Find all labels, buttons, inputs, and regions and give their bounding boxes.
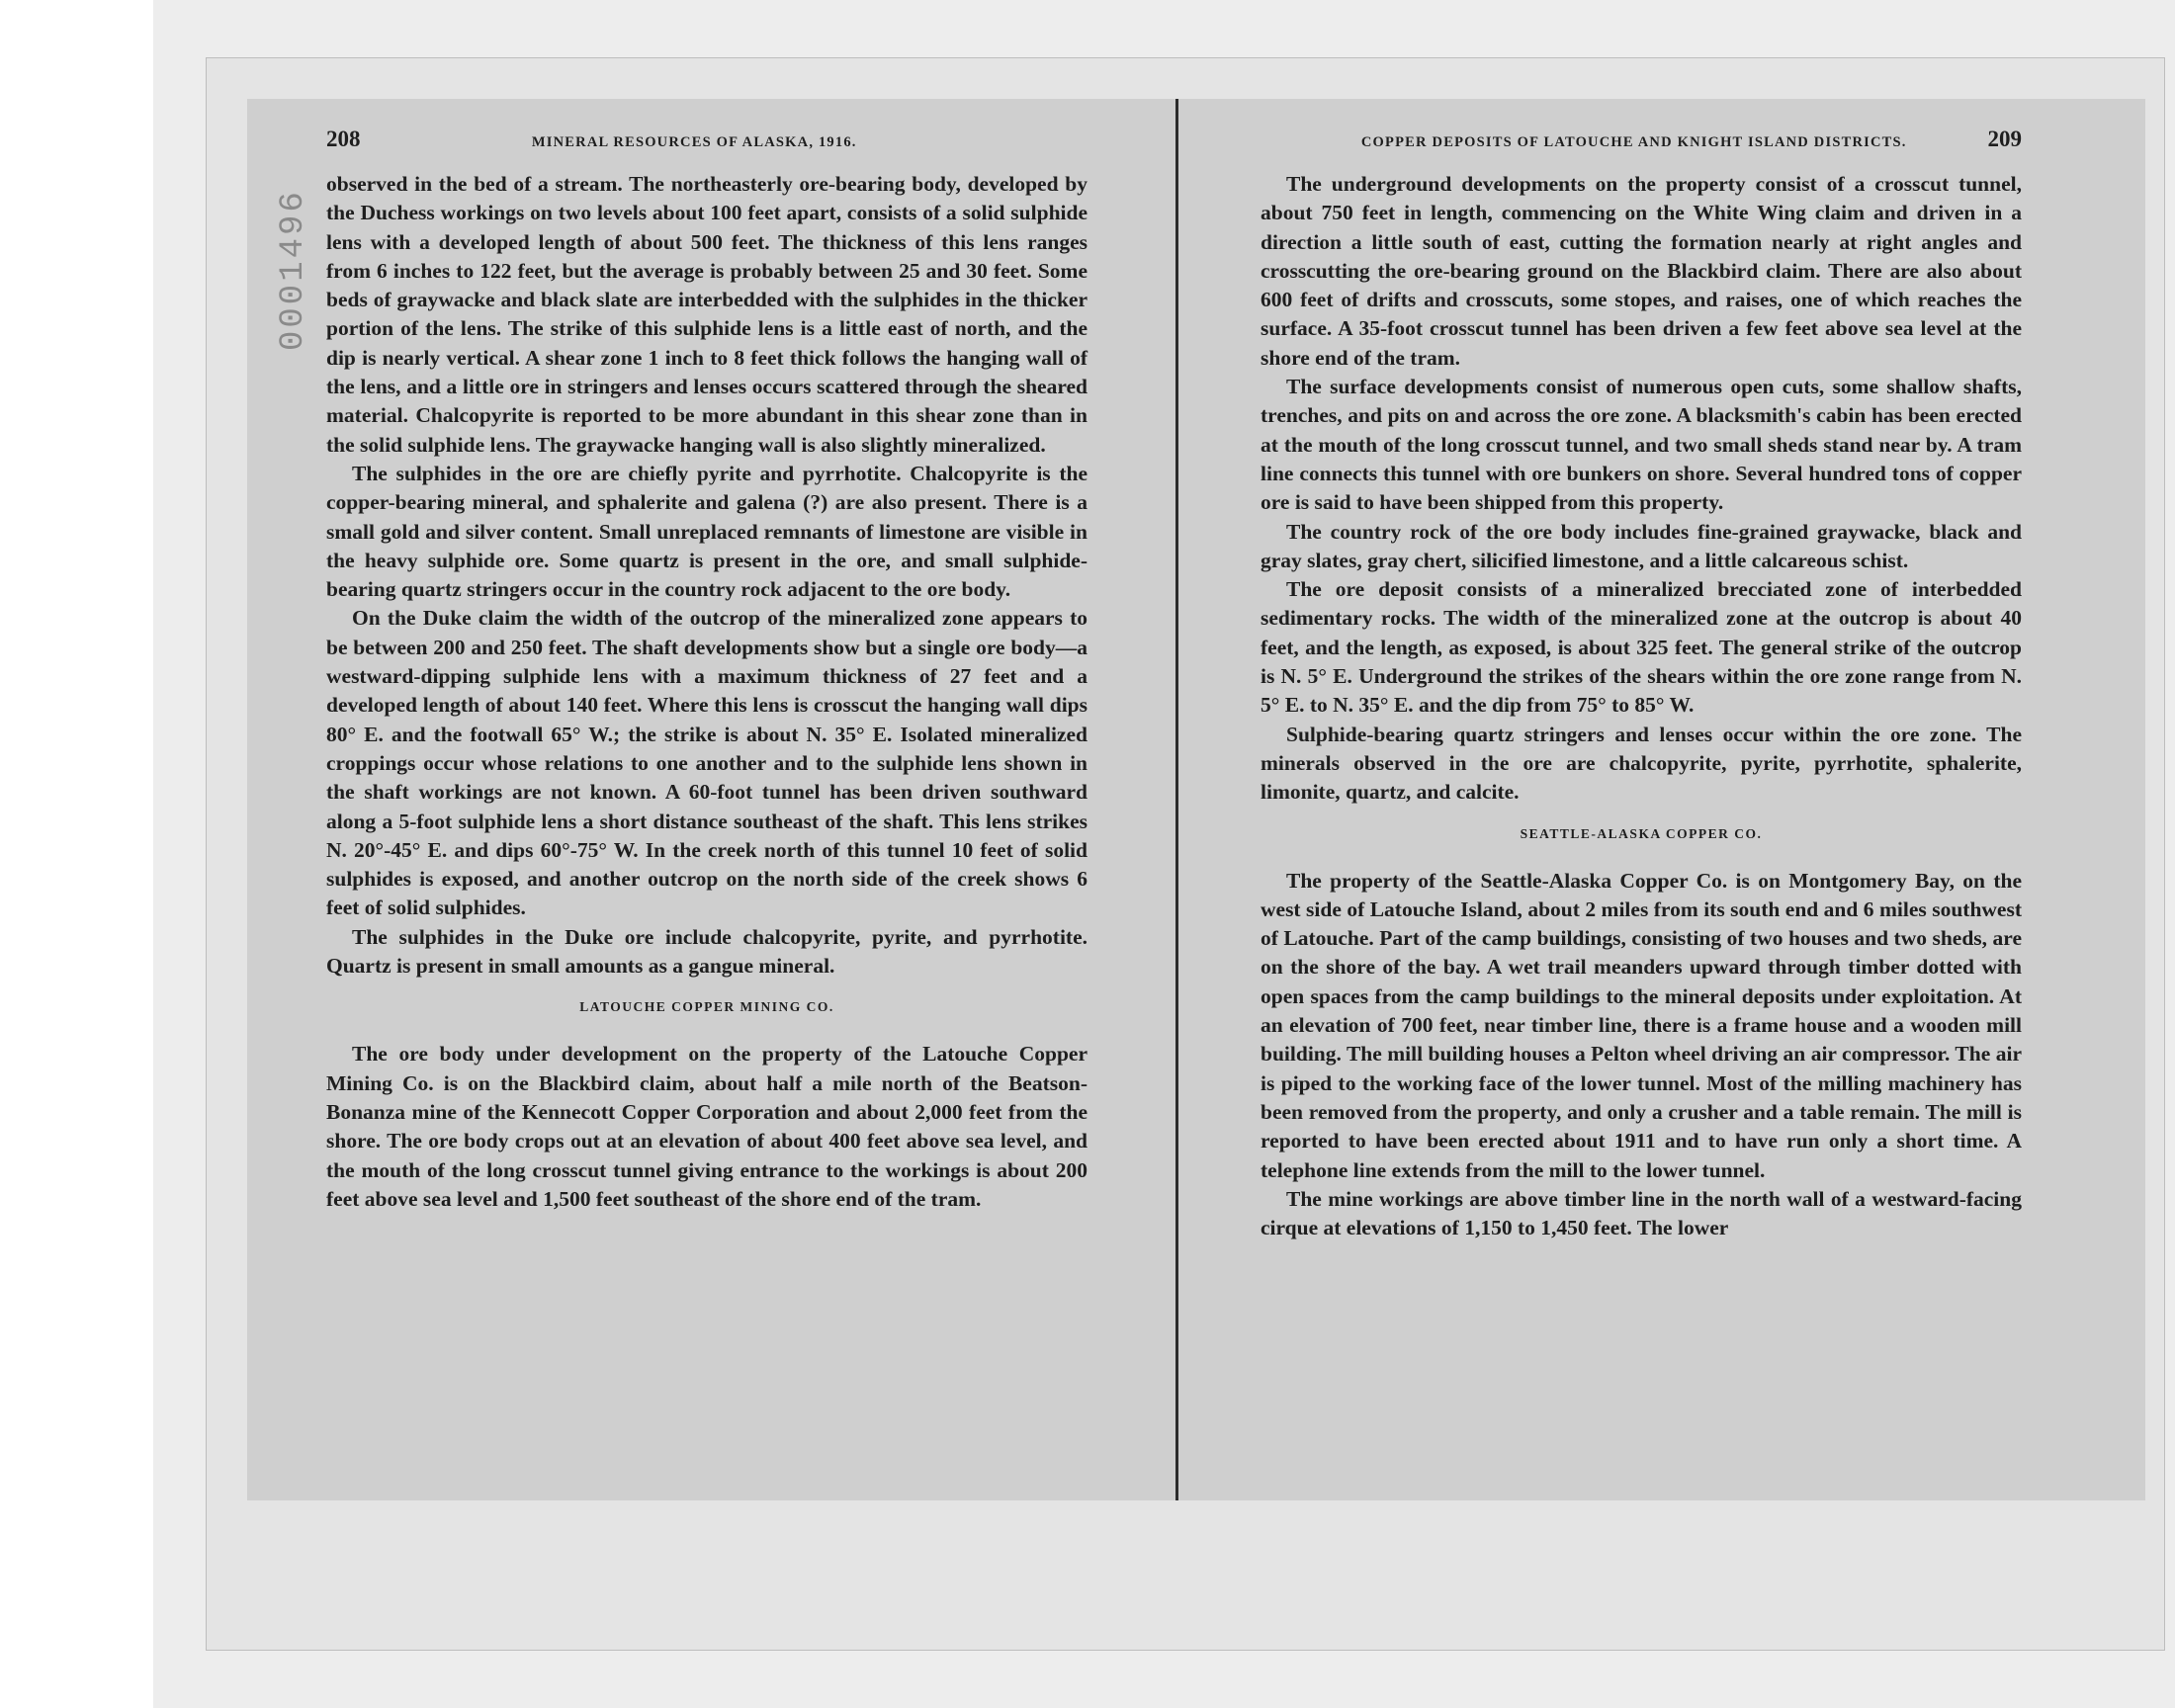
page-number: 209 — [1987, 127, 2022, 151]
left-running-head — [326, 127, 1088, 170]
paragraph: observed in the bed of a stream. The northeasterly ore-bearing body, developed by the Duchess workings on two levels about 100 feet apart, consists of a solid sulphide lens with a developed length of about 500 feet. The thickness of this lens ranges from 6 inches to 122 feet, but the average is probably between 25 and 30 feet. Some beds of graywacke and black slate are interbedded with the sulphides in the thicker portion of the lens. The strike of this sulphide lens is a little east of north, and the dip is nearly vertical. A shear zone 1 inch to 8 feet thick follows the hanging wall of the lens, and a little ore in stringers and lenses occurs scattered through the sheared material. Chalcopyrite is reported to be more abundant in this shear zone than in the solid sulphide lens. The graywacke hanging wall is also slightly mineralized. — [326, 172, 1088, 457]
left-page — [326, 127, 1088, 1214]
paragraph: The ore body under development on the property of the Latouche Copper Mining Co. is on the Blackbird claim, about half a mile north of the Beatson-Bonanza mine of the Kennecott Copper Corporation and about 2,000 feet from the shore. The ore body crops out at an elevation of about 400 feet above sea level, and the mouth of the long crosscut tunnel giving entrance to the workings is about 200 feet above sea level and 1,500 feet southeast of the shore end of the tram. — [326, 1042, 1088, 1211]
paragraph: The sulphides in the Duke ore include chalcopyrite, pyrite, and pyrrhotite. Quartz is present in small amounts as a gangue mineral. — [326, 924, 1088, 979]
right-page — [1261, 127, 2022, 1242]
margin-stamp-number: 0001496 — [275, 189, 312, 351]
margin-stamp-fragment — [279, 1068, 308, 1127]
paragraph: The property of the Seattle-Alaska Copper Co. is on Montgomery Bay, on the west side of Latouche Island, about 2 miles from its south end and 6 miles southwest of Latouche. Part of the camp buildings, consisting of two houses and two sheds, are on the shore of the bay. A wet trail meanders upward through timber dotted with open spaces from the camp buildings to the mineral deposits under exploitation. At an elevation of 700 feet, near timber line, there is a frame house and a wooden mill building. The mill building houses a Pelton wheel driving an air compressor. The air is piped to the working face of the lower tunnel. Most of the milling machinery has been removed from the property, and only a crusher and a table remain. The mill is reported to have been erected about 1911 and to have run only a short time. A telephone line extends from the mill to the lower tunnel. — [1261, 868, 2022, 1182]
paragraph: The sulphides in the ore are chiefly pyrite and pyrrhotite. Chalcopyrite is the copper-bearing mineral, and sphalerite and galena (?) are also present. There is a small gold and silver content. Small unreplaced remnants of limestone are visible in the heavy sulphide ore. Some quartz is present in the ore, and small sulphide-bearing quartz stringers occur in the country rock adjacent to the ore body. — [326, 461, 1088, 602]
page-gutter-divider — [1175, 99, 1178, 1500]
section-heading: LATOUCHE COPPER MINING CO. — [579, 999, 834, 1015]
left-body-text — [326, 170, 1088, 1214]
paragraph: Sulphide-bearing quartz stringers and lenses occur within the ore zone. The minerals observed in the ore are chalcopyrite, pyrite, pyrrhotite, sphalerite, limonite, quartz, and calcite. — [1261, 722, 2022, 805]
right-body-text — [1261, 170, 2022, 1242]
paragraph: On the Duke claim the width of the outcrop of the mineralized zone appears to be between 200 and 250 feet. The shaft developments show but a single ore body—a westward-dipping sulphide lens with a maximum thickness of 27 feet and a developed length of about 140 feet. Where this lens is crosscut the hanging wall dips 80° E. and the footwall 65° W.; the strike is about N. 35° E. Isolated mineralized croppings occur whose relations to one another and to the sulphide lens shown in the shaft workings are not known. A 60-foot tunnel has been driven southward along a 5-foot sulphide lens a short distance southeast of the shaft. This lens strikes N. 20°-45° E. and dips 60°-75° W. In the creek north of this tunnel 10 feet of solid sulphides is exposed, and another outcrop on the north side of the creek shows 6 feet of solid sulphides. — [326, 606, 1088, 920]
paragraph: The mine workings are above timber line in the north wall of a westward-facing cirque at elevations of 1,150 to 1,450 feet. The lower — [1261, 1186, 2022, 1240]
paragraph: The ore deposit consists of a mineralized brecciated zone of interbedded sedimentary rocks. The width of the mineralized zone at the outcrop is about 40 feet, and the length, as exposed, is about 325 feet. The general strike of the outcrop is N. 5° E. Underground the strikes of the shears within the ore zone range from N. 5° E. to N. 35° E. and the dip from 75° to 85° W. — [1261, 577, 2022, 718]
right-running-head — [1261, 127, 2022, 170]
section-heading: SEATTLE-ALASKA COPPER CO. — [1520, 825, 1763, 841]
paragraph: The surface developments consist of numerous open cuts, some shallow shafts, trenches, and pits on and across the ore zone. A blacksmith's cabin has been erected at the mouth of the long crosscut tunnel, and two small sheds stand near by. A tram line connects this tunnel with ore bunkers on shore. Several hundred tons of copper ore is said to have been shipped from this property. — [1261, 375, 2022, 515]
paragraph: The underground developments on the property consist of a crosscut tunnel, about 750 feet in length, commencing on the White Wing claim and driven in a direction a little south of east, cutting the formation nearly at right angles and crosscutting the ore-bearing ground on the Blackbird claim. There are also about 600 feet of drifts and crosscuts, some stopes, and raises, one of which reaches the surface. A 35-foot crosscut tunnel has been driven a few feet above sea level at the shore end of the tram. — [1261, 172, 2022, 370]
page-number: 208 — [326, 127, 361, 151]
running-head-title: COPPER DEPOSITS OF LATOUCHE AND KNIGHT ISLAND DISTRICTS. — [1360, 134, 1907, 150]
paragraph: The country rock of the ore body includes fine-grained graywacke, black and gray slates, gray chert, silicified limestone, and a little calcareous schist. — [1261, 519, 2022, 572]
running-head-title: MINERAL RESOURCES OF ALASKA, 1916. — [531, 134, 857, 150]
